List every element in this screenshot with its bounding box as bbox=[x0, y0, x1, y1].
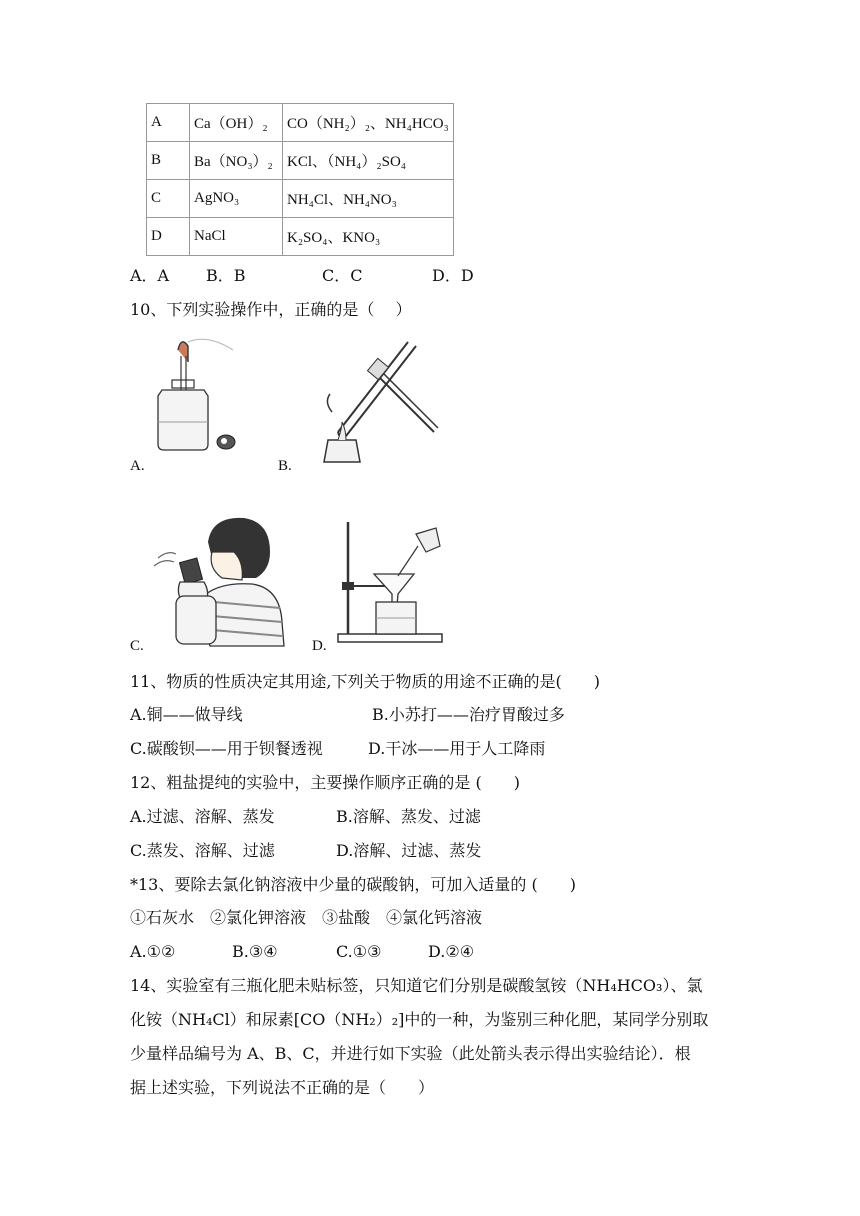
option-d[interactable]: D.干冰——用于人工降雨 bbox=[368, 739, 546, 758]
q11-options-row-2 bbox=[130, 739, 545, 759]
q14-line-1: 14、实验室有三瓶化肥未贴标签，只知道它们分别是碳酸氢铵（NH₄HCO₃）、氯 bbox=[130, 976, 703, 995]
option-d[interactable]: D.②④ bbox=[428, 942, 475, 961]
table-row bbox=[147, 104, 454, 142]
q14-line-2: 化铵（NH₄Cl）和尿素[CO（NH₂）₂]中的一种，为鉴别三种化肥，某同学分别取 bbox=[130, 1010, 709, 1029]
fertilizer-cell: NH₄Cl、NH₄NO₃ bbox=[283, 180, 454, 218]
reagent-table bbox=[146, 103, 454, 256]
option-c[interactable]: C.蒸发、溶解、过滤 bbox=[130, 841, 275, 860]
option-c[interactable]: C.碳酸钡——用于钡餐透视 bbox=[130, 739, 323, 758]
q9-options bbox=[130, 266, 474, 286]
figure-a-label: A. bbox=[130, 458, 145, 474]
option-c[interactable]: C.①③ bbox=[336, 942, 382, 961]
option-d[interactable]: D.溶解、过滤、蒸发 bbox=[336, 841, 482, 860]
q11-stem: 11、物质的性质决定其用途,下列关于物质的用途不正确的是( ) bbox=[130, 672, 600, 691]
option-a[interactable]: A.①② bbox=[130, 942, 176, 961]
row-label: C bbox=[147, 180, 190, 218]
option-b[interactable]: B.小苏打——治疗胃酸过多 bbox=[372, 705, 565, 724]
figure-b-label: B. bbox=[278, 458, 292, 474]
q12-options-row-2 bbox=[130, 841, 481, 861]
q12-stem: 12、粗盐提纯的实验中，主要操作顺序正确的是 ( ) bbox=[130, 773, 520, 792]
figure-b-heating-tube bbox=[316, 332, 440, 468]
q13-options bbox=[130, 942, 474, 962]
option-b[interactable]: B．B bbox=[206, 266, 246, 285]
reagent-cell: AgNO₃ bbox=[190, 180, 283, 218]
reagent-cell: Ca（OH）₂ bbox=[190, 104, 283, 142]
option-c[interactable]: C．C bbox=[322, 266, 363, 285]
figure-d-label: D. bbox=[312, 638, 327, 654]
row-label: A bbox=[147, 104, 190, 142]
option-b[interactable]: B.③④ bbox=[232, 942, 278, 961]
fertilizer-cell: KCl、（NH₄）₂SO₄ bbox=[283, 142, 454, 180]
q11-options-row-1 bbox=[130, 705, 565, 725]
q14-line-4: 据上述实验，下列说法不正确的是（ ） bbox=[130, 1078, 435, 1097]
q13-choices: ①石灰水 ②氯化钾溶液 ③盐酸 ④氯化钙溶液 bbox=[130, 908, 483, 927]
reagent-cell: Ba（NO₃）₂ bbox=[190, 142, 283, 180]
reagent-cell: NaCl bbox=[190, 218, 283, 256]
table-row bbox=[147, 142, 454, 180]
figure-c-boy-with-bottle bbox=[152, 512, 288, 650]
fertilizer-cell: CO（NH₂）₂、NH₄HCO₃ bbox=[283, 104, 454, 142]
option-b[interactable]: B.溶解、蒸发、过滤 bbox=[336, 807, 481, 826]
figure-d-filtration bbox=[336, 518, 446, 644]
table-row bbox=[147, 180, 454, 218]
option-a[interactable]: A.过滤、溶解、蒸发 bbox=[130, 807, 275, 826]
q10-stem: 10、下列实验操作中，正确的是（ ） bbox=[130, 300, 412, 319]
option-a[interactable]: A．A bbox=[130, 266, 170, 285]
q12-options-row-1 bbox=[130, 807, 481, 827]
q14-line-3: 少量样品编号为 A、B、C，并进行如下实验（此处箭头表示得出实验结论）．根 bbox=[130, 1044, 691, 1063]
option-d[interactable]: D．D bbox=[432, 266, 474, 285]
table-row bbox=[147, 218, 454, 256]
option-a[interactable]: A.铜——做导线 bbox=[130, 705, 243, 724]
q13-stem: *13、要除去氯化钠溶液中少量的碳酸钠，可加入适量的 ( ) bbox=[130, 875, 576, 894]
figure-c-label: C. bbox=[130, 638, 144, 654]
row-label: D bbox=[147, 218, 190, 256]
fertilizer-cell: K₂SO₄、KNO₃ bbox=[283, 218, 454, 256]
row-label: B bbox=[147, 142, 190, 180]
figure-a-dropper-bottle bbox=[148, 332, 248, 460]
